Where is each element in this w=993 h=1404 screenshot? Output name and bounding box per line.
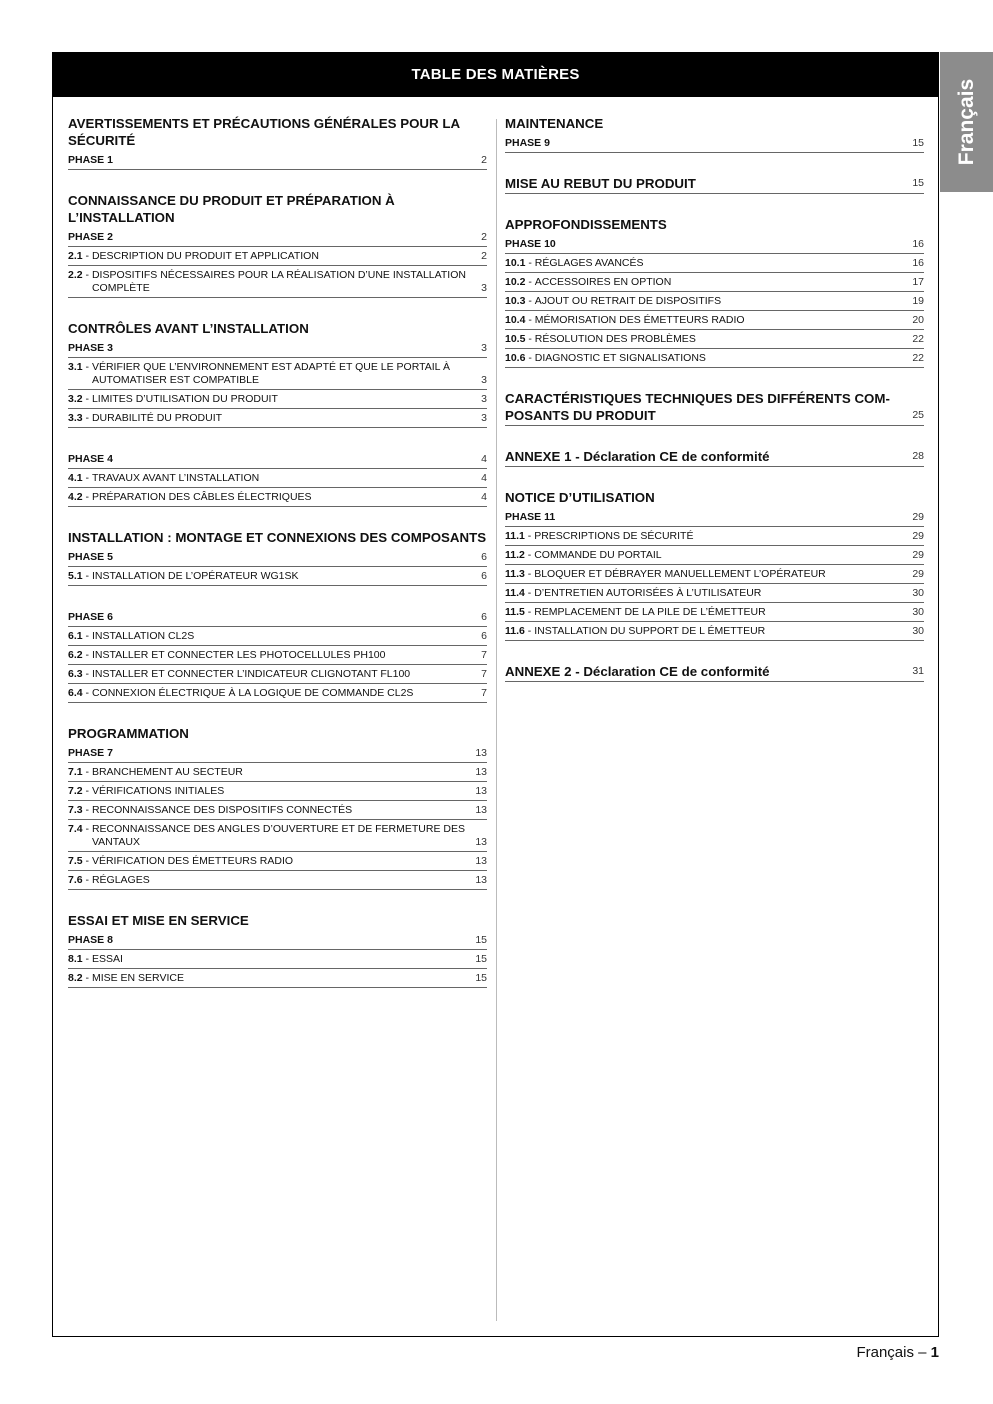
section-title-text: ANNEXE 1 - Déclaration CE de conformité (505, 449, 770, 464)
phase-row[interactable] (68, 744, 487, 763)
item-number: 3.1 (68, 361, 83, 373)
page-number: 13 (475, 855, 487, 867)
page-number: 3 (481, 342, 487, 354)
item-label: VÉRIFICATIONS INITIALES (91, 785, 225, 797)
item-number: 3.3 (68, 412, 83, 424)
section-title: APPROFONDISSEMENTS (505, 217, 667, 232)
page-number: 15 (475, 953, 487, 965)
toc-item-text (68, 785, 469, 798)
section-title: CONNAISSANCE DU PRODUIT ET PRÉPARATION À L’INSTALLATION (68, 193, 395, 225)
item-number: 7.3 (68, 804, 83, 816)
toc-item-text (68, 649, 475, 662)
toc-item[interactable] (505, 622, 924, 641)
toc-item[interactable] (68, 469, 487, 488)
item-number: 8.2 (68, 972, 83, 984)
toc-item[interactable] (505, 584, 924, 603)
item-label: AJOUT OU RETRAIT DE DISPOSITIFS (534, 295, 722, 307)
item-label: PRESCRIPTIONS DE SÉCURITÉ (534, 530, 694, 542)
footer-language: Français (856, 1344, 914, 1361)
toc-item-text (505, 333, 906, 346)
item-number: 11.2 (505, 549, 525, 561)
item-separator: - (82, 570, 92, 582)
page-number: 7 (481, 687, 487, 699)
toc-item-text (505, 295, 906, 308)
item-number: 6.3 (68, 668, 83, 680)
page-number: 4 (481, 453, 487, 465)
toc-item[interactable] (68, 820, 487, 852)
page-number: 7 (481, 668, 487, 680)
toc-item[interactable] (68, 684, 487, 703)
page-number: 29 (912, 511, 924, 523)
footer-page-number: 1 (930, 1344, 939, 1361)
item-number: 11.4 (505, 587, 525, 599)
page-number: 6 (481, 611, 487, 623)
item-separator: - (82, 491, 92, 503)
phase-label: PHASE 8 (68, 934, 113, 946)
page-footer (856, 1344, 939, 1361)
toc-item[interactable] (68, 646, 487, 665)
phase-row[interactable] (68, 151, 487, 170)
item-separator: - (525, 257, 535, 269)
item-separator: - (82, 874, 92, 886)
phase-label: PHASE 6 (68, 611, 113, 623)
toc-item[interactable] (68, 627, 487, 646)
phase-label: PHASE 10 (505, 238, 556, 250)
item-separator: - (525, 295, 535, 307)
section-title: AVERTISSEMENTS ET PRÉCAUTIONS GÉNÉRALES POUR LA SÉCURITÉ (68, 116, 460, 148)
page-number: 16 (912, 257, 924, 269)
page-number: 19 (912, 295, 924, 307)
item-label: BRANCHEMENT AU SECTEUR (91, 766, 243, 778)
toc-item-text (505, 625, 906, 638)
page-number: 15 (475, 972, 487, 984)
page-number: 30 (912, 587, 924, 599)
item-separator: - (82, 687, 92, 699)
item-label: RECONNAISSANCE DES ANGLES D’OUVERTURE ET DE FERMETURE DES VANTAUX (91, 823, 465, 848)
item-label: RÉGLAGES AVANCÉS (534, 257, 644, 269)
item-label: ESSAI (91, 953, 123, 965)
toc-section (68, 912, 487, 988)
page-number: 29 (912, 568, 924, 580)
toc-item-text (505, 606, 906, 619)
phase-label: PHASE 1 (68, 154, 113, 166)
item-separator: - (82, 766, 92, 778)
item-label: COMMANDE DU PORTAIL (534, 549, 662, 561)
section-title: INSTALLATION : MONTAGE ET CONNEXIONS DES COMPOSANTS (68, 530, 487, 545)
toc-item[interactable] (505, 603, 924, 622)
phase-row[interactable] (505, 508, 924, 527)
item-separator: - (82, 823, 92, 835)
phase-label: PHASE 11 (505, 511, 556, 523)
page-number: 2 (481, 231, 487, 243)
item-separator: - (524, 568, 535, 580)
page-number: 6 (481, 570, 487, 582)
toc-item-text (68, 804, 469, 817)
item-label: TRAVAUX AVANT L’INSTALLATION (91, 472, 260, 484)
toc-header: TABLE DES MATIÈRES (53, 53, 938, 97)
phase-row[interactable] (68, 339, 487, 358)
page-number: 16 (912, 238, 924, 250)
item-number: 2.2 (68, 269, 83, 281)
toc-item-text (68, 855, 469, 868)
item-label: RÉSOLUTION DES PROBLÈMES (534, 333, 696, 345)
item-label: BLOQUER ET DÉBRAYER MANUELLEMENT L’OPÉRATEUR (534, 568, 826, 580)
item-separator: - (524, 549, 535, 561)
item-separator: - (82, 804, 92, 816)
toc-section (505, 489, 924, 641)
item-number: 6.4 (68, 687, 83, 699)
toc-frame (52, 52, 939, 1337)
toc-item-text (68, 412, 475, 425)
toc-item-text (68, 823, 469, 849)
page-number: 17 (912, 276, 924, 288)
item-number: 10.3 (505, 295, 526, 307)
toc-item[interactable] (505, 311, 924, 330)
toc-section (68, 192, 487, 298)
item-number: 10.5 (505, 333, 526, 345)
toc-item[interactable] (68, 969, 487, 988)
toc-item[interactable] (68, 763, 487, 782)
item-number: 7.4 (68, 823, 83, 835)
page-number: 29 (912, 530, 924, 542)
item-number: 6.2 (68, 649, 83, 661)
toc-item-text (505, 568, 906, 581)
toc-item[interactable] (68, 871, 487, 890)
item-number: 7.5 (68, 855, 83, 867)
toc-section (505, 390, 924, 426)
item-separator: - (82, 250, 92, 262)
item-separator: - (525, 352, 535, 364)
toc-item[interactable] (68, 782, 487, 801)
page-number: 13 (475, 747, 487, 759)
item-label: DESCRIPTION DU PRODUIT ET APPLICATION (91, 250, 319, 262)
toc-item[interactable] (68, 665, 487, 684)
page-number: 2 (481, 250, 487, 262)
toc-section (505, 216, 924, 368)
item-label: INSTALLER ET CONNECTER LES PHOTOCELLULES PH100 (91, 649, 386, 661)
section-title: ESSAI ET MISE EN SERVICE (68, 913, 249, 928)
item-label: INSTALLATION CL2S (91, 630, 195, 642)
language-tab: Français (940, 52, 993, 192)
toc-item-text (505, 587, 906, 600)
item-label: INSTALLATION DE L’OPÉRATEUR WG1SK (91, 570, 299, 582)
toc-section (505, 663, 924, 682)
column-divider (496, 119, 497, 1321)
item-separator: - (82, 972, 92, 984)
item-number: 4.2 (68, 491, 83, 503)
phase-row[interactable] (68, 450, 487, 469)
toc-left-column (68, 115, 487, 1010)
item-label: MÉMORISATION DES ÉMETTEURS RADIO (534, 314, 745, 326)
item-label: RECONNAISSANCE DES DISPOSITIFS CONNECTÉS (91, 804, 353, 816)
toc-item[interactable] (68, 567, 487, 586)
page-number: 3 (481, 374, 487, 386)
item-number: 11.3 (505, 568, 525, 580)
page-number: 4 (481, 472, 487, 484)
toc-item-text (68, 874, 469, 887)
page-number: 20 (912, 314, 924, 326)
item-separator: - (82, 953, 92, 965)
toc-item-text (68, 472, 475, 485)
item-separator: - (524, 587, 535, 599)
item-separator: - (82, 412, 92, 424)
toc-item-text (505, 257, 906, 270)
item-number: 4.1 (68, 472, 83, 484)
item-separator: - (524, 625, 535, 637)
toc-item[interactable] (505, 273, 924, 292)
toc-item[interactable] (505, 330, 924, 349)
item-number: 5.1 (68, 570, 83, 582)
toc-item[interactable] (505, 254, 924, 273)
item-label: VÉRIFICATION DES ÉMETTEURS RADIO (91, 855, 294, 867)
item-label: MISE EN SERVICE (91, 972, 184, 984)
section-title[interactable] (505, 448, 924, 467)
toc-section (505, 115, 924, 153)
item-label: DIAGNOSTIC ET SIGNALISATIONS (534, 352, 706, 364)
item-label: REMPLACEMENT DE LA PILE DE L’ÉMETTEUR (534, 606, 766, 618)
section-title: NOTICE D’UTILISATION (505, 490, 655, 505)
item-separator: - (82, 361, 92, 373)
item-number: 10.6 (505, 352, 526, 364)
section-title-text: MISE AU REBUT DU PRODUIT (505, 176, 696, 191)
item-number: 3.2 (68, 393, 83, 405)
item-separator: - (525, 314, 535, 326)
item-label: D’ENTRETIEN AUTORISÉES À L’UTILISATEUR (534, 587, 762, 599)
item-number: 11.1 (505, 530, 525, 542)
page-number: 3 (481, 393, 487, 405)
toc-item[interactable] (505, 565, 924, 584)
item-separator: - (82, 649, 92, 661)
item-number: 10.2 (505, 276, 526, 288)
page-number: 7 (481, 649, 487, 661)
phase-row[interactable] (68, 228, 487, 247)
item-number: 10.4 (505, 314, 526, 326)
item-separator: - (82, 668, 92, 680)
toc-item-text (68, 953, 469, 966)
item-number: 8.1 (68, 953, 83, 965)
item-separator: - (524, 530, 535, 542)
toc-item-text (505, 549, 906, 562)
section-title[interactable] (505, 663, 924, 682)
toc-item[interactable] (505, 349, 924, 368)
item-separator: - (525, 276, 535, 288)
page-number: 13 (475, 836, 487, 848)
item-separator: - (82, 393, 92, 405)
page-number: 30 (912, 606, 924, 618)
item-number: 11.5 (505, 606, 525, 618)
toc-item-text (68, 668, 475, 681)
phase-row[interactable] (505, 235, 924, 254)
item-label: DISPOSITIFS NÉCESSAIRES POUR LA RÉALISATION D’UNE INSTALLATION COMPLÈTE (91, 269, 466, 294)
item-label: CONNEXION ÉLECTRIQUE À LA LOGIQUE DE COMMANDE CL2S (91, 687, 414, 699)
toc-item-text (68, 491, 475, 504)
section-title[interactable] (505, 175, 924, 194)
toc-item-text (68, 393, 475, 406)
page-number: 13 (475, 766, 487, 778)
phase-label: PHASE 4 (68, 453, 113, 465)
item-separator: - (82, 472, 92, 484)
page-number: 13 (475, 804, 487, 816)
item-label: LIMITES D’UTILISATION DU PRODUIT (91, 393, 278, 405)
page-number: 13 (475, 874, 487, 886)
page-number: 30 (912, 625, 924, 637)
item-separator: - (82, 855, 92, 867)
phase-row[interactable] (505, 134, 924, 153)
toc-section (505, 175, 924, 194)
footer-dash: – (913, 1344, 931, 1361)
item-separator: - (82, 630, 92, 642)
item-label: DURABILITÉ DU PRODUIT (91, 412, 223, 424)
toc-right-column (505, 115, 924, 704)
toc-item-text (68, 570, 475, 583)
item-number: 11.6 (505, 625, 525, 637)
phase-label: PHASE 2 (68, 231, 113, 243)
toc-item[interactable] (68, 488, 487, 507)
toc-section (68, 529, 487, 586)
item-label: ACCESSOIRES EN OPTION (534, 276, 672, 288)
page-number: 2 (481, 154, 487, 166)
page-number: 6 (481, 630, 487, 642)
section-title-text: CARACTÉRISTIQUES TECHNIQUES DES DIFFÉRENTS COM-POSANTS DU PRODUIT (505, 391, 890, 423)
page-number: 4 (481, 491, 487, 503)
item-label: INSTALLATION DU SUPPORT DE L ÉMETTEUR (534, 625, 766, 637)
item-number: 10.1 (505, 257, 526, 269)
toc-item[interactable] (505, 546, 924, 565)
toc-section (68, 608, 487, 703)
item-number: 7.1 (68, 766, 83, 778)
toc-item[interactable] (68, 409, 487, 428)
toc-item-text (68, 766, 469, 779)
item-number: 6.1 (68, 630, 83, 642)
item-number: 7.2 (68, 785, 83, 797)
item-separator: - (525, 333, 535, 345)
toc-item[interactable] (68, 247, 487, 266)
toc-section (68, 320, 487, 428)
item-number: 7.6 (68, 874, 83, 886)
toc-item-text (68, 630, 475, 643)
toc-item-text (505, 276, 906, 289)
phase-label: PHASE 7 (68, 747, 113, 759)
page-number: 22 (912, 352, 924, 364)
toc-item[interactable] (505, 292, 924, 311)
toc-item[interactable] (68, 801, 487, 820)
section-title: MAINTENANCE (505, 116, 604, 131)
page-number: 3 (481, 412, 487, 424)
toc-item[interactable] (68, 266, 487, 298)
item-label: PRÉPARATION DES CÂBLES ÉLECTRIQUES (91, 491, 312, 503)
phase-row[interactable] (68, 608, 487, 627)
item-separator: - (82, 269, 92, 281)
section-title[interactable] (505, 390, 924, 426)
item-label: INSTALLER ET CONNECTER L’INDICATEUR CLIGNOTANT FL100 (91, 668, 411, 680)
page-number: 25 (912, 409, 924, 421)
phase-row[interactable] (68, 931, 487, 950)
item-label: VÉRIFIER QUE L’ENVIRONNEMENT EST ADAPTÉ ET QUE LE PORTAIL À AUTOMATISER EST COMPATIBLE (91, 361, 451, 386)
item-separator: - (524, 606, 535, 618)
item-number: 2.1 (68, 250, 83, 262)
toc-section (68, 450, 487, 507)
toc-item-text (505, 314, 906, 327)
toc-item-text (68, 269, 475, 295)
toc-section (505, 448, 924, 467)
page-number: 6 (481, 551, 487, 563)
page-number: 15 (912, 137, 924, 149)
page-number: 3 (481, 282, 487, 294)
page-number: 31 (912, 665, 924, 677)
phase-row[interactable] (68, 548, 487, 567)
toc-item-text (505, 530, 906, 543)
toc-item-text (68, 972, 469, 985)
toc-item-text (68, 250, 475, 263)
page-number: 13 (475, 785, 487, 797)
section-title: PROGRAMMATION (68, 726, 189, 741)
phase-label: PHASE 5 (68, 551, 113, 563)
page-number: 15 (475, 934, 487, 946)
toc-item[interactable] (68, 390, 487, 409)
page-number: 15 (912, 177, 924, 189)
toc-item-text (68, 687, 475, 700)
phase-label: PHASE 3 (68, 342, 113, 354)
page-number: 29 (912, 549, 924, 561)
toc-item[interactable] (505, 527, 924, 546)
toc-item-text (505, 352, 906, 365)
toc-item-text (68, 361, 475, 387)
page-number: 28 (912, 450, 924, 462)
item-separator: - (82, 785, 92, 797)
toc-item[interactable] (68, 852, 487, 871)
page-number: 22 (912, 333, 924, 345)
toc-section (68, 725, 487, 890)
item-label: RÉGLAGES (91, 874, 150, 886)
toc-section (68, 115, 487, 170)
phase-label: PHASE 9 (505, 137, 550, 149)
toc-item[interactable] (68, 950, 487, 969)
section-title: CONTRÔLES AVANT L’INSTALLATION (68, 321, 309, 336)
section-title-text: ANNEXE 2 - Déclaration CE de conformité (505, 664, 770, 679)
toc-item[interactable] (68, 358, 487, 390)
